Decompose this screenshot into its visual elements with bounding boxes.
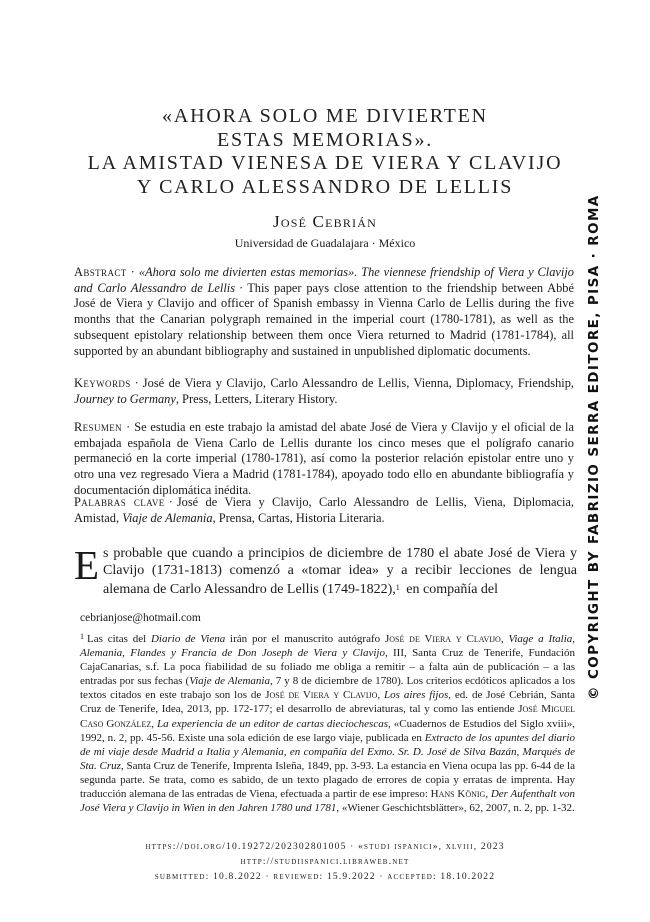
footnote-author: Hans König [430, 788, 486, 801]
palabras-clave-italic: Viaje de Alemania [122, 510, 213, 525]
footnote-run: irán por el manuscrito autógrafo [225, 633, 385, 645]
title-line: ESTAS MEMORIAS». [216, 128, 434, 151]
footnote-italic: Viaje de Alemania [189, 675, 270, 688]
palabras-clave-text: José de Viera y Clavijo, Carlo Alessandro de Lellis, Viena, Diplomacia, Amistad, [74, 495, 575, 525]
title-line: «AHORA SOLO ME DIVIERTEN [162, 105, 488, 127]
abstract: Abstract · «Ahora solo me divierten estas memorias». The viennese friendship of Viera y Clavijo and Carlo Alessandro de Lellis · This paper pays close attention to the friendship between Abbé José de Viera y Clavijo and officer of Spanish embassy in Vienna Carlo de Lellis during the five months that the Canarian polygraph remained in the imperial court (1780-1781), as well as the subsequent epistolary relationship between them once Viera returned to Madrid (1781-1784), all supported by an abundant bibliography and sustained in unpublished diplomatic documents. [74, 265, 574, 358]
footnote-reference[interactable]: 1 [395, 583, 400, 592]
drop-cap: E [74, 542, 100, 588]
author-email[interactable]: cebrianjose@hotmail.com [80, 612, 201, 624]
footnote-run: , 7 y 8 de diciembre de 1780). Los criterios ecdóticos aplicados a los textos citados en este trabajo son los de [80, 675, 575, 702]
keywords-text-end: , Press, Letters, Literary History. [175, 391, 338, 406]
keywords-text: José de Viera y Clavijo, Carlo Alessandro de Lellis, Vienna, Diplomacy, Friendship, [142, 376, 574, 390]
resumen-text: Se estudia en este trabajo la amistad del abate José de Viera y Clavijo y el oficial de la embajada española de Viena Carlo de Lellis durante los cinco meses que el polígrafo canario permaneció en la corte imperial (1780-1781), así como la posterior relación epistolar entre uno y otro una vez regresado Viera a Madrid (1781-1784), apoyado todo ello en abundante bibliografía y documentación diplomática inédita. [74, 420, 574, 497]
body-text-end: en compañía del [402, 582, 499, 597]
footnote-italic: La experiencia de un editor de cartas dieciochescas [157, 717, 388, 730]
website-line[interactable]: http://studiispanici.libraweb.net [240, 857, 410, 867]
copyright-text: © COPYRIGHT BY FABRIZIO SERRA EDITORE, PISA · ROMA [586, 194, 602, 700]
footnote-run: , ed. de José Cebrián, Santa Cruz de Tenerife, Idea, 2013, pp. 172-177; el desarrollo de abreviaturas, tal y como las entiende [80, 689, 575, 716]
abstract-label: Abstract [74, 265, 127, 279]
footnote-run: Las citas del [87, 633, 151, 645]
article-title [60, 105, 590, 199]
footnote-author: José Miguel Caso González [80, 703, 575, 730]
footnote-run: , III, Santa Cruz de Tenerife, Fundación CajaCanarias, s.f. La poca fiabilidad de su foliado me obliga a remitir – a falta aún de publicación – a las entradas por sus fechas ( [80, 647, 575, 688]
palabras-clave: Palabras clave · José de Viera y Clavijo, Carlo Alessandro de Lellis, Viena, Diplomacia, Amistad, Viaje de Alemania, Prensa, Cartas, Historia Literaria. [74, 495, 575, 525]
footnote-run: , «Cuadernos de Estudios del Siglo xviii», 1992, n. 2, pp. 45-56. Existe una sola edición de ese largo viaje, publicada en [80, 717, 575, 744]
copyright-notice [582, 194, 606, 700]
resumen: Resumen · Se estudia en este trabajo la amistad del abate José de Viera y Clavijo y el oficial de la embajada española de Viena Carlo de Lellis durante los cinco meses que el polígrafo canario permaneció en la corte imperial (1780-1781), así como la posterior relación epistolar entre uno y otro una vez regresado Viera a Madrid (1781-1784), apoyado todo ello en abundante bibliografía y documentación diplomática inédita. [74, 420, 574, 497]
dates-line: submitted: 10.8.2022 · reviewed: 15.9.2022 · accepted: 18.10.2022 [154, 872, 496, 882]
footnote-author: José de Viera y Clavijo [384, 633, 501, 645]
author-name: José Cebrián [273, 212, 377, 231]
keywords-label: Keywords [74, 376, 131, 390]
footnote-run: , [151, 717, 158, 730]
footnote [80, 630, 575, 815]
footnote-text [80, 633, 575, 814]
palabras-clave-label: Palabras clave [74, 495, 165, 509]
footnote-italic: Los aires fijos [384, 689, 449, 702]
keywords-italic: Journey to Germany [74, 391, 176, 406]
palabras-clave-text-end: , Prensa, Cartas, Historia Literaria. [212, 510, 385, 525]
footnote-italic: Extracto de los apuntes del diario de mi viaje desde Madrid a Italia y Alemania, en compañía del Exmo. Sr. D. José de Silva Bazán, Marqués de Sta. Cruz [80, 731, 575, 772]
footnote-author: José de Viera y Clavijo [265, 689, 378, 702]
doi-line[interactable]: https://doi.org/10.19272/202302801005 · «studi ispanici», xlviii, 2023 [145, 842, 505, 852]
footnote-run: , [485, 788, 491, 801]
footnote-run: , «Wiener Geschichtsblätter», 62, 2007, n. 2, pp. 1-32. [336, 802, 575, 815]
title-line: Y CARLO ALESSANDRO DE LELLIS [136, 175, 514, 198]
footnote-italic: Der Aufenthalt von José Viera y Clavijo in Wien in den Jahren 1780 und 1781 [80, 788, 576, 815]
author-affiliation: Universidad de Guadalajara · México [234, 236, 416, 250]
body-text: s probable que cuando a principios de diciembre de 1780 el abate José de Viera y Clavijo (1731-1813) comenzó a «tomar idea» y a recibir lecciones de lengua alemana de Carlo Alessandro de Lellis (1749-1822), [103, 546, 577, 597]
footnote-run: , Santa Cruz de Tenerife, Imprenta Isleña, 1849, pp. 3-93. La estancia en Viena ocupa las pp. 6-44 de la segunda parte. Se trata, como es sabido, de un texto plagado de errores de copia y erratas de imprenta. Hay traducción alemana de las entradas de Viena, efectuada a partir de ese impreso: [80, 759, 575, 801]
footnote-run: , [377, 689, 385, 702]
resumen-label: Resumen [74, 420, 123, 434]
footnote-italic: Diario de Viena [150, 633, 226, 645]
body-paragraph [74, 542, 577, 598]
footnote-italic: Viage a Italia, Alemania, Flandes y Francia de Don Joseph de Viera y Clavijo [80, 633, 576, 660]
abstract-text: This paper pays close attention to the friendship between Abbé José de Viera y Clavijo and officer of Spanish embassy in Vienna Carlo de Lellis during the five months that the Canarian polygraph remained in the imperial court (1780-1781), as well as the subsequent epistolary relationship between them once Viera returned to Madrid (1781-1784), all supported by an abundant bibliography and sustained in unpublished diplomatic documents. [74, 280, 574, 358]
keywords: Keywords · José de Viera y Clavijo, Carlo Alessandro de Lellis, Vienna, Diplomacy, Friendship, Journey to Germany, Press, Letters, Literary History. [74, 376, 574, 406]
abstract-title: «Ahora solo me divierten estas memorias». The viennese friendship of Viera y Clavijo and Carlo Alessandro de Lellis [74, 265, 574, 295]
title-line: LA AMISTAD VIENESA DE VIERA Y CLAVIJO [87, 152, 563, 174]
footnote-run: , [500, 633, 509, 645]
footnote-number: 1 [80, 632, 84, 641]
